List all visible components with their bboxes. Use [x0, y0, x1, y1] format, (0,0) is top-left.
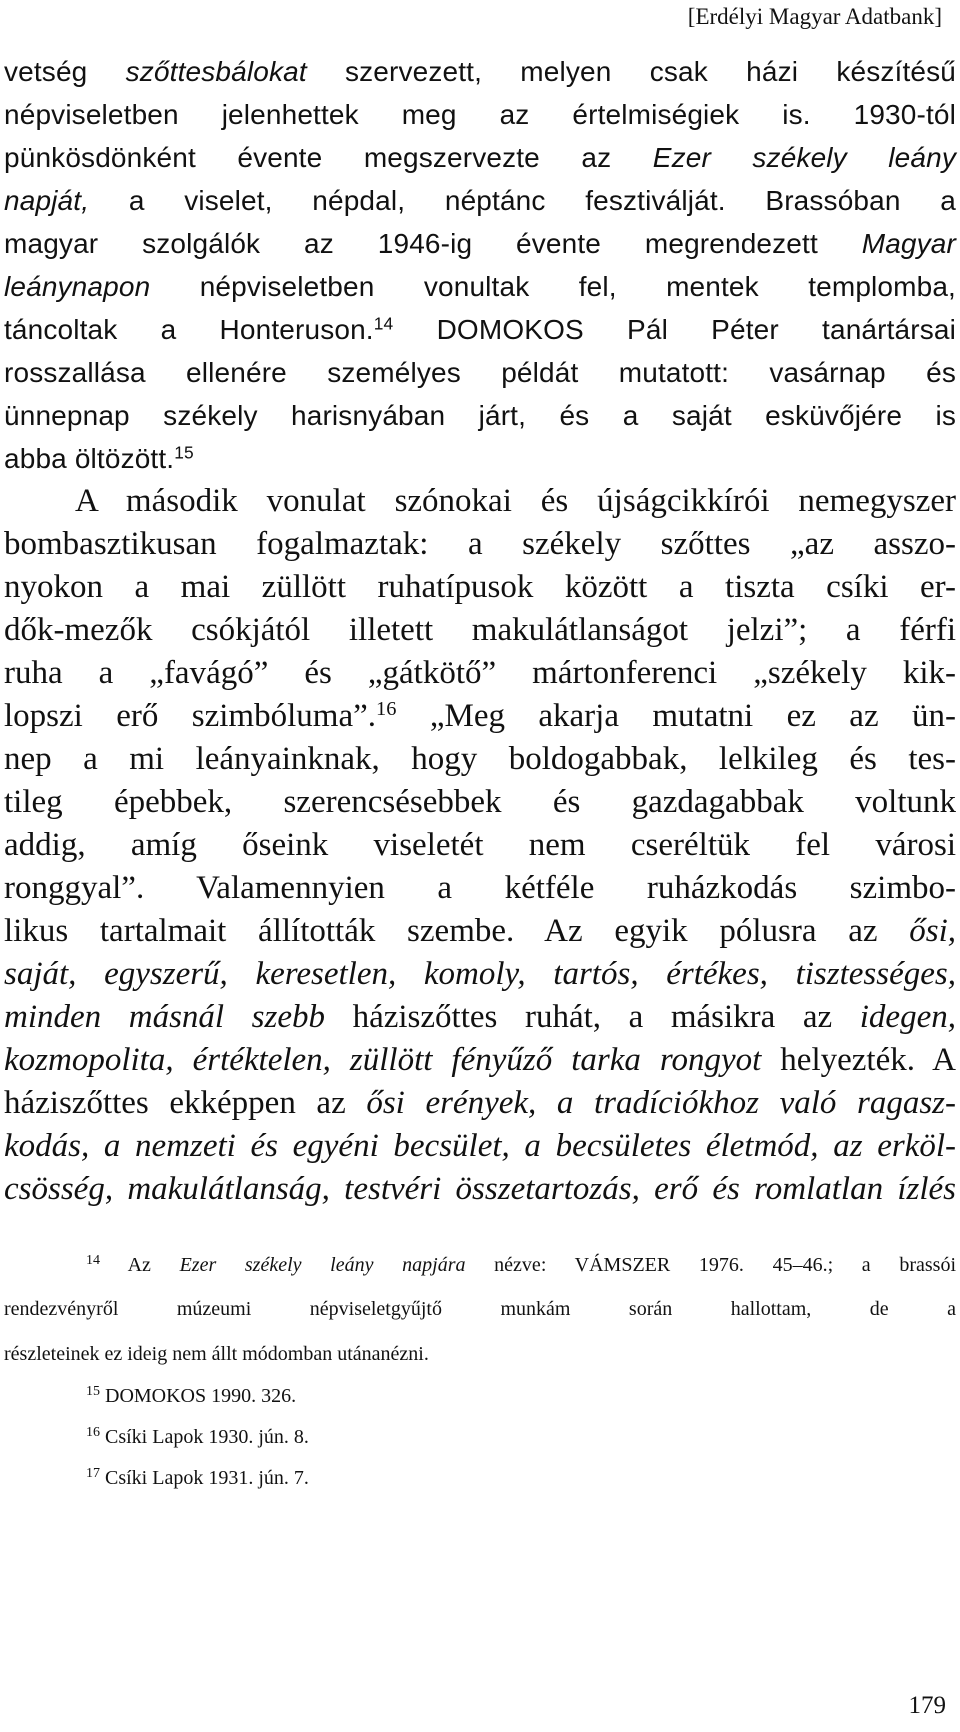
body-line — [4, 655, 956, 703]
body-line — [4, 228, 956, 276]
text-segment: táncoltak a Honteruson. — [4, 314, 374, 345]
italic-text: kozmopolita, értéktelen, züllött fényűző tarka rongyot — [4, 1042, 762, 1078]
footnote-14 — [4, 1254, 956, 1277]
text-segment: lopszi erő szimbóluma”. — [4, 698, 376, 734]
italic-text: Magyar — [861, 228, 956, 259]
body-line — [4, 99, 956, 147]
text-segment: a viselet, népdal, néptánc fesztiválját. Brassóban a — [89, 185, 956, 216]
text-segment: DOMOKOS 1990. 326. — [100, 1385, 297, 1407]
text-segment: „Meg akarja mutatni ez az ün- — [396, 698, 956, 734]
text-segment: bombasztikusan fogalmaztak: a székely szőttes „az asszo- — [4, 526, 956, 562]
body-line — [4, 698, 956, 746]
text-segment: szervezett, melyen csak házi készítésű — [306, 56, 956, 87]
italic-text: ősi erények, a tradíciókhoz való ragasz- — [366, 1085, 956, 1121]
italic-text: Ezer székely leány napjára — [179, 1254, 466, 1276]
text-segment: vetség — [4, 56, 126, 87]
footnote-marker: 15 — [174, 442, 194, 463]
text-segment: ruha a „favágó” és „gátkötő” mártonferenci „székely kik- — [4, 655, 956, 691]
italic-text: napját, — [4, 185, 90, 216]
body-line — [4, 56, 956, 104]
footnote-marker: 16 — [375, 697, 397, 720]
italic-text: leánynapon — [4, 271, 151, 302]
text-segment: dők-mezők csókjától illetett makulátlanságot jelzi”; a férfi — [4, 612, 956, 648]
footnote-14-continued — [4, 1343, 956, 1366]
text-segment: helyezték. A — [761, 1042, 956, 1078]
italic-text: saját, egyszerű, keresetlen, komoly, tartós, értékes, tisztességes, — [4, 956, 956, 992]
body-line — [4, 827, 956, 875]
body-line — [4, 314, 956, 362]
text-segment: tileg épebbek, szerencsésebbek és gazdagabbak voltunk — [4, 784, 956, 820]
footnote-marker: 15 — [86, 1384, 100, 1399]
body-line — [4, 400, 956, 448]
text-segment: részleteinek ez ideig nem állt módomban utánanézni. — [4, 1343, 429, 1365]
text-segment: A második vonulat szónokai és újságcikkírói nemegyszer — [75, 483, 956, 519]
text-segment: magyar szolgálók az 1946-ig évente megrendezett — [4, 228, 862, 259]
footnote-marker: 17 — [86, 1466, 100, 1481]
body-line — [4, 913, 956, 961]
text-segment: ronggyal”. Valamennyien a kétféle ruházkodás szimbo- — [4, 870, 956, 906]
text-segment: DOMOKOS Pál Péter tanártársai — [393, 314, 956, 345]
body-line — [4, 1171, 956, 1219]
text-segment: abba öltözött. — [4, 443, 175, 474]
text-segment: Az — [100, 1254, 180, 1276]
footnote-14-continued — [4, 1298, 956, 1321]
italic-text: kodás, a nemzeti és egyéni becsület, a becsületes életmód, az erköl- — [4, 1128, 956, 1164]
text-segment: háziszőttes ekképpen az — [4, 1085, 367, 1121]
text-segment: rendezvényről múzeumi népviseletgyűjtő munkám során hallottam, de a — [4, 1298, 956, 1320]
italic-text: csösség, makulátlanság, testvéri összetartozás, erő és romlatlan ízlés — [4, 1171, 956, 1207]
body-line — [4, 999, 956, 1047]
italic-text: Ezer székely leány — [652, 142, 956, 173]
body-line — [4, 870, 956, 918]
body-line — [4, 142, 956, 190]
body-line — [4, 1128, 956, 1176]
text-segment: nézve: VÁMSZER 1976. 45–46.; a brassói — [465, 1254, 956, 1276]
footnote-17 — [4, 1467, 956, 1490]
text-segment: pünkösdönként évente megszervezte az — [4, 142, 653, 173]
text-segment: nep a mi leányainknak, hogy boldogabbak, lelkileg és tes- — [4, 741, 956, 777]
body-line — [4, 271, 956, 319]
body-line — [4, 784, 956, 832]
text-segment: nyokon a mai züllött ruhatípusok között a tiszta csíki er- — [4, 569, 956, 605]
italic-text: ősi, — [909, 913, 956, 949]
body-line — [4, 612, 956, 660]
footnote-marker: 16 — [86, 1425, 100, 1440]
text-segment: ünnepnap székely harisnyában járt, és a saját esküvőjére is — [4, 400, 956, 431]
footnote-15 — [4, 1385, 956, 1408]
footnote-marker: 14 — [373, 313, 394, 334]
body-line — [4, 1042, 956, 1090]
italic-text: idegen, — [859, 999, 956, 1035]
italic-text: szőttesbálokat — [125, 56, 307, 87]
body-line — [4, 569, 956, 617]
text-segment: addig, amíg őseink viseletét nem cseréltük fel városi — [4, 827, 956, 863]
body-line — [4, 1085, 956, 1133]
page-header — [0, 2, 960, 29]
body-line — [4, 741, 956, 789]
text-segment: háziszőttes ruhát, a másikra az — [325, 999, 860, 1035]
body-line — [4, 956, 956, 1004]
source-label: [Erdélyi Magyar Adatbank] — [687, 4, 942, 29]
italic-text: minden másnál szebb — [4, 999, 325, 1035]
body-line — [4, 185, 956, 233]
text-segment: likus tartalmait állították szembe. Az egyik pólusra az — [4, 913, 910, 949]
footnote-marker: 14 — [86, 1253, 100, 1268]
body-line — [4, 357, 956, 405]
body-line — [4, 483, 956, 531]
footnote-16 — [4, 1426, 956, 1449]
text-segment: Csíki Lapok 1930. jún. 8. — [100, 1426, 309, 1448]
text-segment: népviseletben vonultak fel, mentek templomba, — [150, 271, 956, 302]
text-segment: népviseletben jelenhettek meg az értelmiségiek is. 1930-tól — [4, 99, 956, 130]
text-segment: Csíki Lapok 1931. jún. 7. — [100, 1467, 309, 1489]
page-number: 179 — [908, 1692, 946, 1719]
body-line — [4, 526, 956, 574]
text-segment: rosszallása ellenére személyes példát mutatott: vasárnap és — [4, 357, 956, 388]
